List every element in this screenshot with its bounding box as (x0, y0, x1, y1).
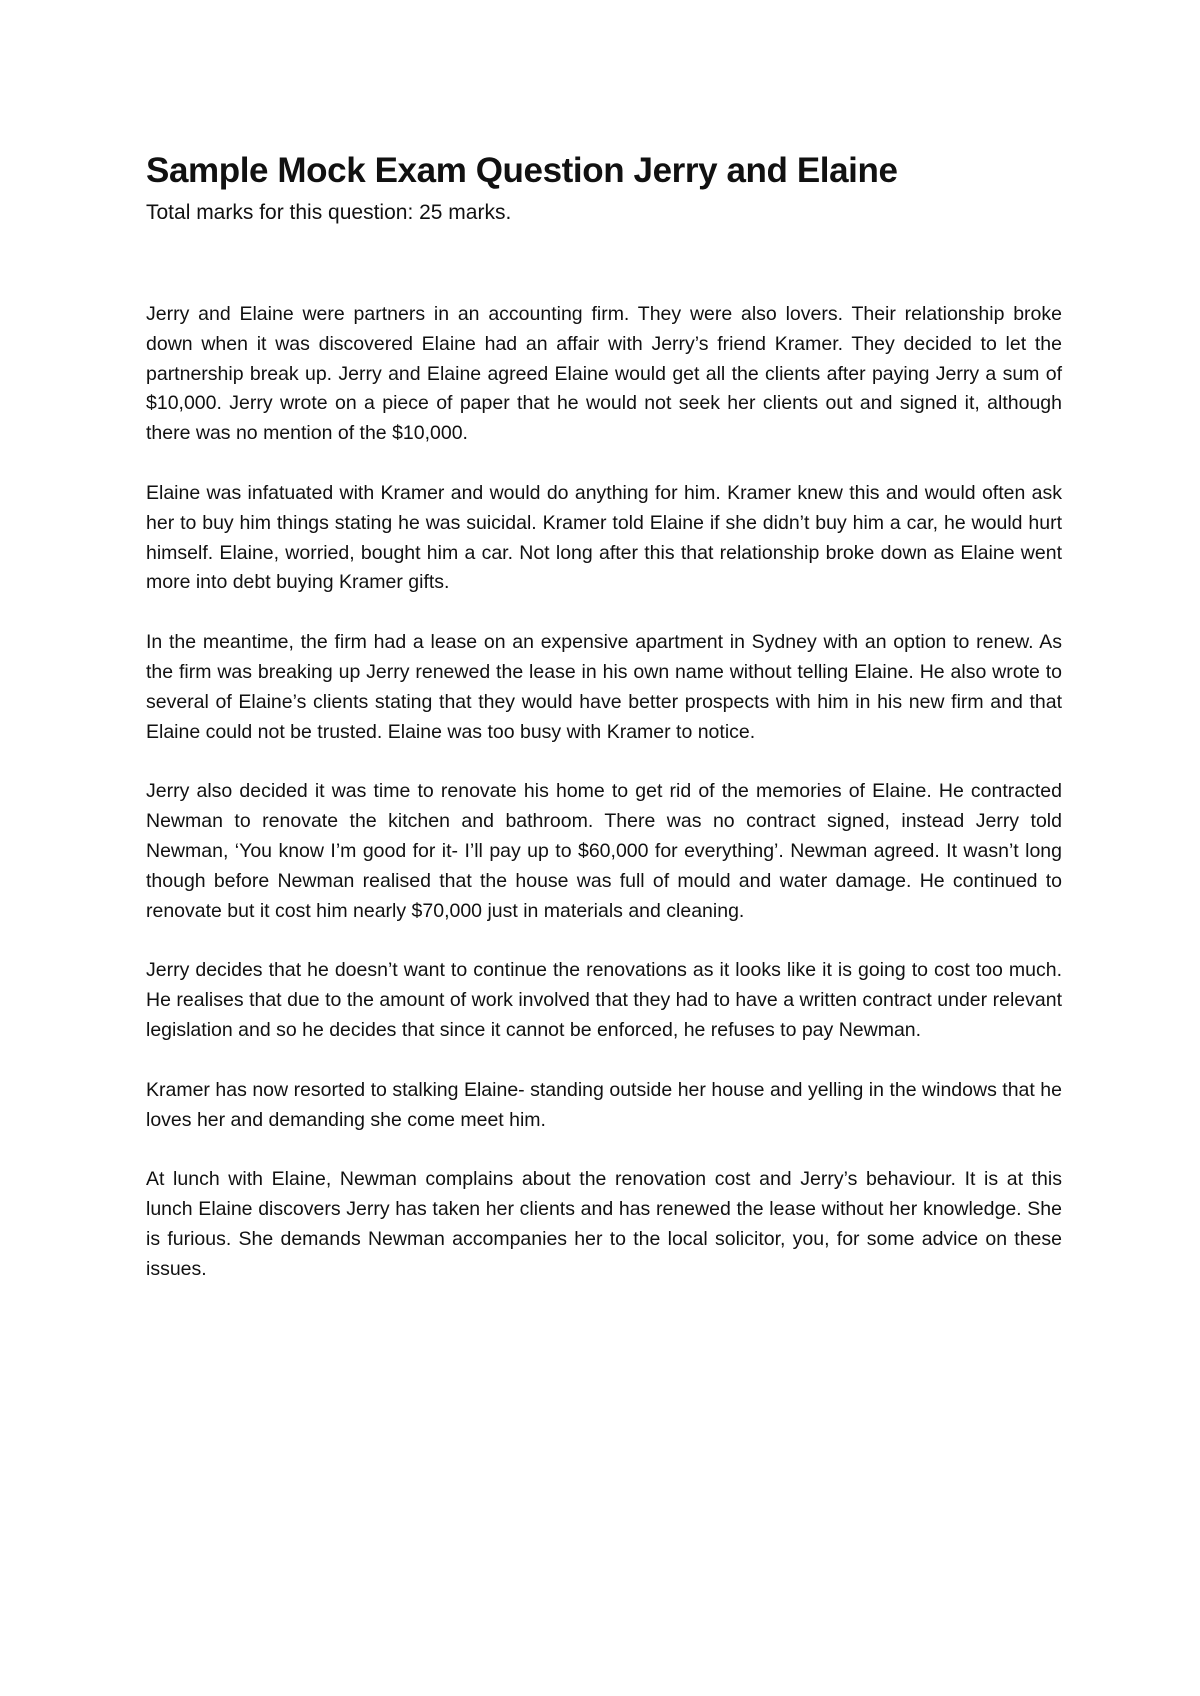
paragraph-refusal: Jerry decides that he doesn’t want to continue the renovations as it looks like it is going to cost too much. He realises that due to the amount of work involved that they had to have a written contract under relevant legislation and so he decides that since it cannot be enforced, he refuses to pay Newman. (146, 959, 1062, 1041)
paragraph-stalking: Kramer has now resorted to stalking Elaine- standing outside her house and yelling in the windows that he loves her and demanding she come meet him. (146, 1078, 1062, 1131)
paragraph-lease: In the meantime, the firm had a lease on an expensive apartment in Sydney with an option to renew. As the firm was breaking up Jerry renewed the lease in his own name without telling Elaine. He also wrote to several of Elaine’s clients stating that they would have better prospects with him in his new firm and that Elaine could not be trusted. Elaine was too busy with Kramer to notice. (146, 631, 1062, 743)
paragraph-kramer-car: Elaine was infatuated with Kramer and would do anything for him. Kramer knew this and would often ask her to buy him things stating he was suicidal. Kramer told Elaine if she didn’t buy him a car, he would hurt himself. Elaine, worried, bought him a car. Not long after this that relationship broke down as Elaine went more into debt buying Kramer gifts. (146, 481, 1062, 594)
paragraph-renovation: Jerry also decided it was time to renovate his home to get rid of the memories of Elaine. He contracted Newman to renovate the kitchen and bathroom. There was no contract signed, instead Jerry told Newman, ‘You know I’m good for it- I’ll pay up to $60,000 for everything’. Newman agreed. It wasn’t long though before Newman realised that the house was full of mould and water damage. He continued to renovate but it cost him nearly $70,000 just in materials and cleaning. (146, 780, 1062, 922)
paragraph-partnership: Jerry and Elaine were partners in an accounting firm. They were also lovers. Their relationship broke down when it was discovered Elaine had an affair with Jerry’s friend Kramer. They decided to let the partnership break up. Jerry and Elaine agreed Elaine would get all the clients after paying Jerry a sum of $10,000. Jerry wrote on a piece of paper that he would not seek her clients out and signed it, although there was no mention of the $10,000. (146, 303, 1062, 445)
document-content (146, 148, 1062, 1315)
page-title: Sample Mock Exam Question Jerry and Elaine (146, 151, 898, 190)
total-marks-subtitle: Total marks for this question: 25 marks. (146, 201, 512, 224)
paragraph-lunch: At lunch with Elaine, Newman complains about the renovation cost and Jerry’s behaviour. It is at this lunch Elaine discovers Jerry has taken her clients and has renewed the lease without her knowledge. She is furious. She demands Newman accompanies her to the local solicitor, you, for some advice on these issues. (146, 1168, 1062, 1280)
question-body (146, 300, 1062, 1285)
